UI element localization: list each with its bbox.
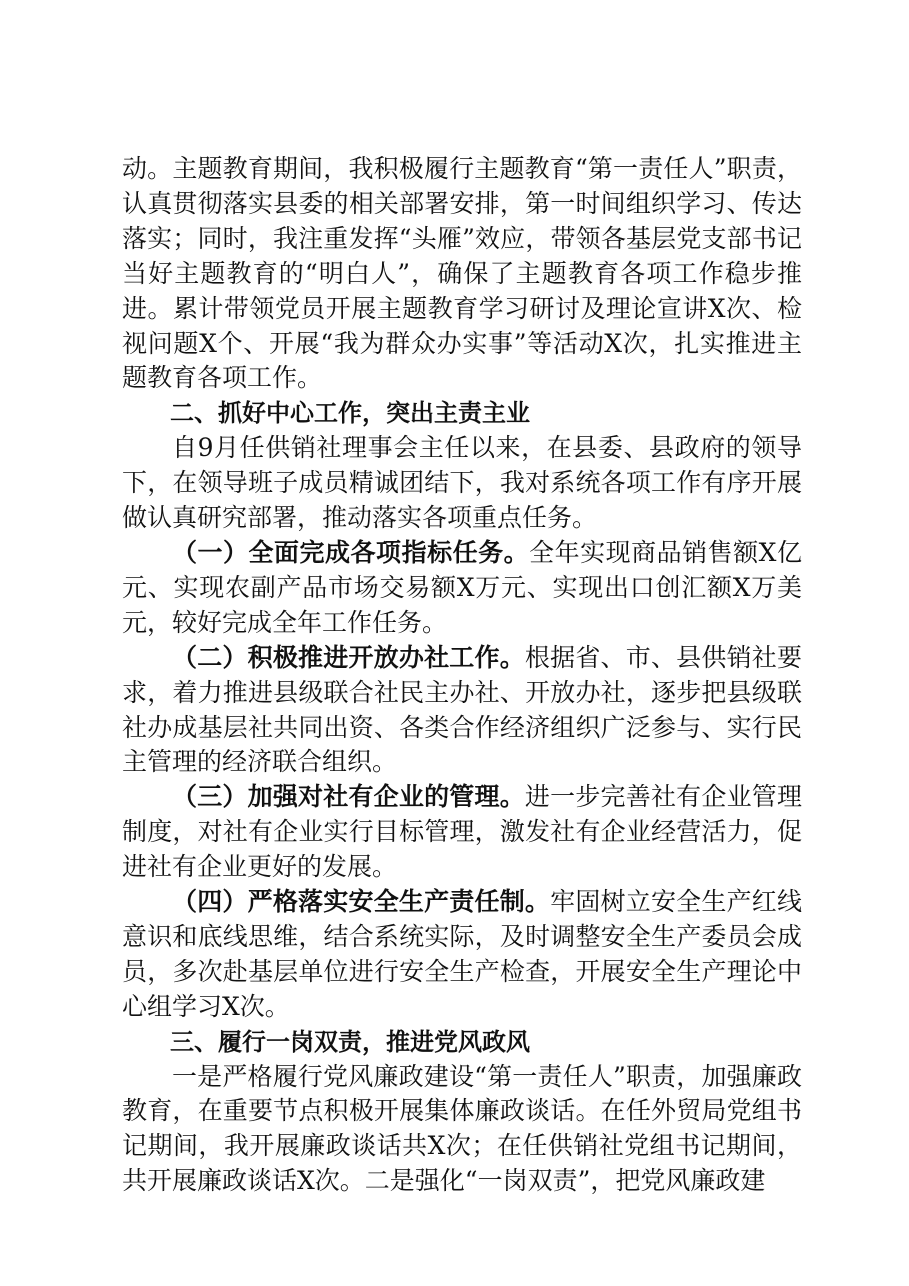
item-4-paragraph (122, 885, 802, 1025)
item-2-text: 根据省、市、县供销社要求，着力推进县级联合社民主办社、开放办社，逐步把县级联社办成基层社共同出资、各类合作经济组织广泛参与、实行民主管理的经济联合组织。 (122, 642, 802, 777)
item-3-paragraph (122, 780, 802, 885)
item-2-paragraph (122, 641, 802, 781)
item-1-paragraph (122, 536, 802, 641)
paragraph-section-3: 一是严格履行党风廉政建设“第一责任人”职责，加强廉政教育，在重要节点积极开展集体廉政谈话。在任外贸局党组书记期间，我开展廉政谈话共X次；在任供销社党组书记期间，共开展廉政谈话X次。二是强化“一岗双责”，把党风廉政建 (122, 1061, 802, 1196)
item-1-lead: （一）全面完成各项指标任务。 (172, 537, 530, 567)
section-heading-3: 三、履行一岗双责，推进党风政风 (170, 1027, 530, 1056)
item-4-lead: （四）严格落实安全生产责任制。 (172, 887, 551, 917)
paragraph-continuation: 动。主题教育期间，我积极履行主题教育“第一责任人”职责，认真贯彻落实县委的相关部署安排，第一时间组织学习、传达落实；同时，我注重发挥“头雁”效应，带领各基层党支部书记当好主题教育的“明白人”，确保了主题教育各项工作稳步推进。累计带领党员开展主题教育学习研讨及理论宣讲X次、检视问题X个、开展“我为群众办实事”等活动X次，扎实推进主题教育各项工作。 (122, 154, 802, 393)
item-4-text: 牢固树立安全生产红线意识和底线思维，结合系统实际，及时调整安全生产委员会成员，多次赴基层单位进行安全生产检查，开展安全生产理论中心组学习X次。 (122, 887, 802, 1021)
item-3-lead: （三）加强对社有企业的管理。 (172, 782, 525, 812)
item-2-lead: （二）积极推进开放办社工作。 (172, 642, 525, 672)
paragraph-section-2-intro: 自9月任供销社理事会主任以来，在县委、县政府的领导下，在领导班子成员精诚团结下，我对系统各项工作有序开展做认真研究部署，推动落实各项重点任务。 (122, 433, 802, 533)
item-1-text: 全年实现商品销售额X亿元、实现农副产品市场交易额X万元、实现出口创汇额X万美元，较好完成全年工作任务。 (122, 537, 802, 637)
document-body (122, 152, 802, 1199)
section-heading-2: 二、抓好中心工作，突出主责主业 (170, 399, 530, 428)
item-3-text: 进一步完善社有企业管理制度，对社有企业实行目标管理，激发社有企业经营活力，促进社有企业更好的发展。 (122, 782, 802, 882)
